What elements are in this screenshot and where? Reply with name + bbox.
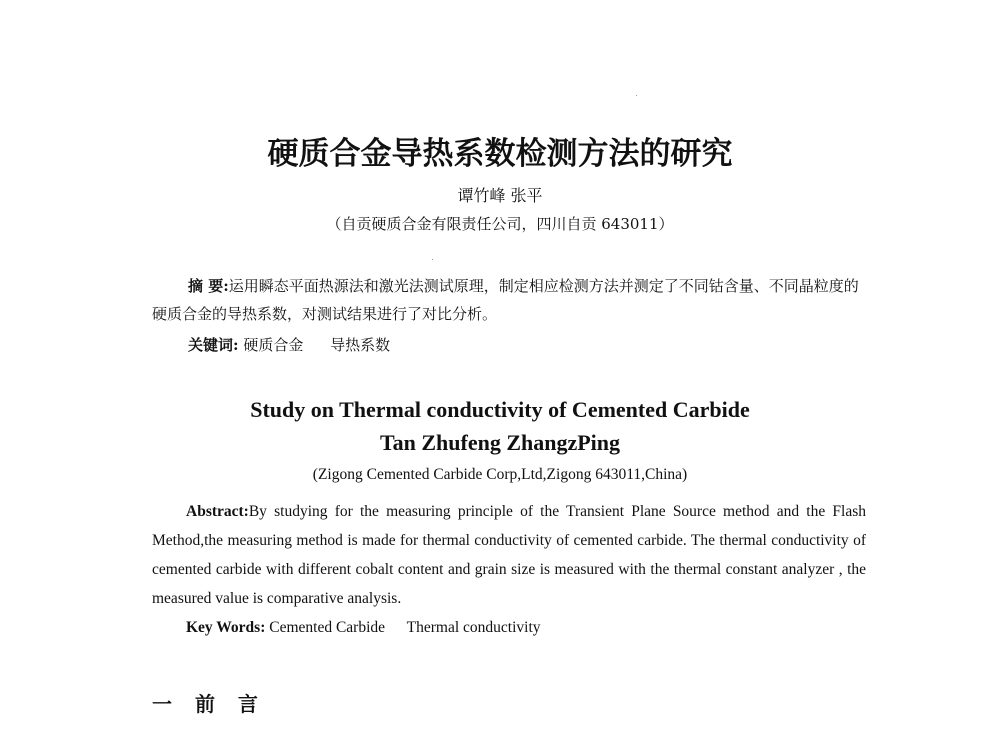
chinese-keywords-label: 关键词:	[188, 336, 239, 354]
english-abstract-text: By studying for the measuring principle of the Transient Plane Source method and the Flash Method,the measuring method is made for thermal conductivity of cemented carbide. The thermal conductivity of cemented carbide with different cobalt content and grain size is measured with the thermal constant analyzer , the measured value is comparative analysis.	[152, 503, 866, 607]
english-keywords	[186, 619, 559, 637]
scan-speck	[432, 259, 433, 260]
english-title: Study on Thermal conductivity of Cemented Carbide	[250, 397, 750, 422]
english-keywords-label: Key Words:	[186, 619, 266, 636]
section-heading-introduction: 一 前 言	[152, 692, 266, 716]
chinese-affiliation: （自贡硬质合金有限责任公司，四川自贡 643011）	[326, 215, 674, 233]
chinese-keywords	[188, 334, 412, 355]
english-abstract	[152, 497, 866, 613]
chinese-abstract	[152, 272, 870, 328]
english-authors: Tan Zhufeng ZhangzPing	[379, 430, 621, 455]
chinese-authors: 谭竹峰 张平	[457, 186, 543, 205]
chinese-keyword: 导热系数	[330, 336, 391, 354]
english-affiliation: (Zigong Cemented Carbide Corp,Ltd,Zigong 643011,China)	[312, 466, 688, 483]
chinese-abstract-label: 摘 要:	[188, 277, 229, 295]
english-keyword: Thermal conductivity	[406, 619, 541, 636]
chinese-abstract-text: 运用瞬态平面热源法和激光法测试原理，制定相应检测方法并测定了不同钴含量、不同晶粒度的硬质合金的导热系数，对测试结果进行了对比分析。	[152, 277, 859, 323]
english-keyword: Cemented Carbide	[269, 619, 386, 636]
english-abstract-label: Abstract:	[186, 503, 249, 520]
scan-speck	[636, 95, 637, 96]
chinese-title: 硬质合金导热系数检测方法的研究	[267, 136, 733, 172]
chinese-keyword: 硬质合金	[243, 336, 304, 354]
